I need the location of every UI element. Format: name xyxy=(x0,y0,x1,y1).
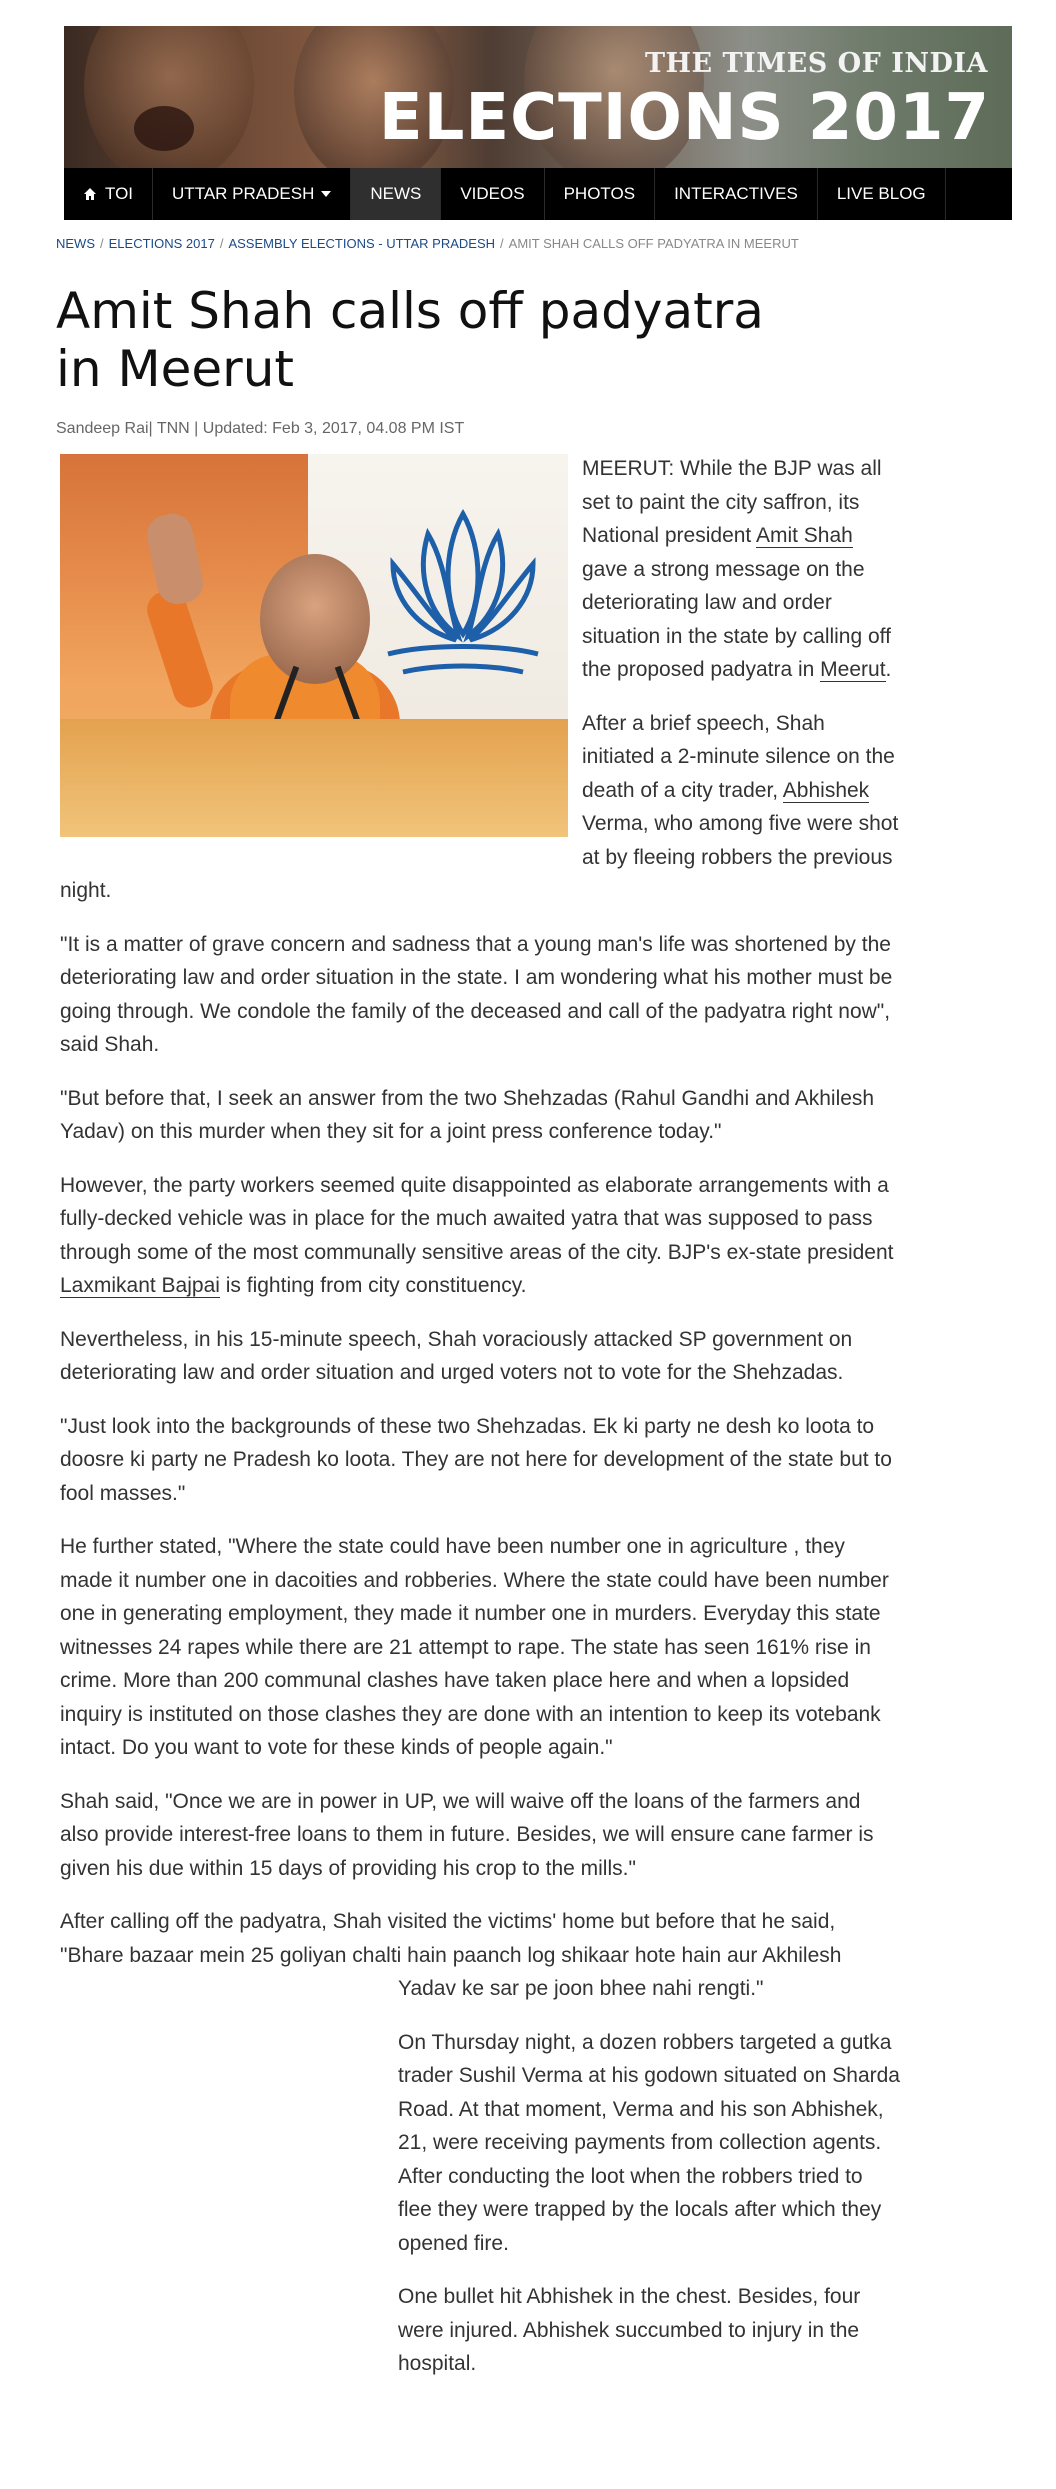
paragraph-text: After a brief speech, Shah initiated a 2-minute silence on the death of a city trader, xyxy=(582,711,895,802)
article-paragraph: On Thursday night, a dozen robbers targeted a gutka trader Sushil Verma at his godown situated on Sharda Road. At that moment, Verma and his son Abhishek, 21, were receiving payments from collection agents. After conducting the loot when the robbers tried to flee they were trapped by the locals after which they opened fire. xyxy=(398,2030,900,2255)
nav-item-uttar-pradesh[interactable] xyxy=(153,168,351,220)
nav-item-label: INTERACTIVES xyxy=(674,184,798,203)
article-paragraph xyxy=(60,1905,900,1972)
nav-item-label: UTTAR PRADESH xyxy=(172,184,315,203)
link-laxmikant-bajpai[interactable]: Laxmikant Bajpai xyxy=(60,1274,220,1297)
banner-brand: THE TIMES OF INDIA xyxy=(644,48,988,79)
breadcrumb-separator: / xyxy=(219,236,224,251)
nav-item-label: PHOTOS xyxy=(563,184,636,203)
nav-item-photos[interactable] xyxy=(545,168,655,220)
banner-face-detail xyxy=(134,106,194,151)
elections-banner[interactable] xyxy=(64,26,1012,168)
article-paragraph: Yadav ke sar pe joon bhee nahi rengti." xyxy=(398,1977,764,2000)
article-paragraph: "Just look into the backgrounds of these two Shehzadas. Ek ki party ne desh ko loota to doosre ki party ne Pradesh ko loota. They are not here for development of the state but to fool masses." xyxy=(60,1414,892,1505)
paragraph-text: . xyxy=(885,658,892,681)
paragraph-text: gave a strong message on the deteriorating law and order situation in the state by calling off the proposed padyatra in xyxy=(582,557,891,681)
paragraph-text: Verma, who among five were shot at by fleeing robbers the previous night. xyxy=(60,812,899,902)
breadcrumb-link-assembly[interactable]: ASSEMBLY ELECTIONS - UTTAR PRADESH xyxy=(228,236,496,251)
article-paragraph: "But before that, I seek an answer from the two Shehzadas (Rahul Gandhi and Akhilesh Yadav) on this murder when they sit for a joint press conference today." xyxy=(60,1086,875,1143)
article-paragraph xyxy=(60,1169,900,1303)
nav-item-label: VIDEOS xyxy=(460,184,525,203)
article-photo xyxy=(60,454,568,837)
article-body xyxy=(60,452,900,2401)
article-paragraph: One bullet hit Abhishek in the chest. Besides, four were injured. Abhishek succumbed to injury in the hospital. xyxy=(398,2285,861,2375)
breadcrumb-separator: / xyxy=(100,236,104,251)
photo-figure xyxy=(260,554,370,684)
nav-item-news[interactable] xyxy=(351,168,441,220)
photo-figure xyxy=(142,586,217,712)
photo-podium xyxy=(60,719,568,837)
nav-item-toi[interactable] xyxy=(64,168,153,220)
home-icon xyxy=(83,187,97,201)
article-paragraph: He further stated, "Where the state could have been number one in agriculture , they made it number one in dacoities and robberies. Where the state could have been number one in generating employment, they made it number one in murders. Everyday this state witnesses 24 rapes while there are 21 attempt to rape. The state has seen 161% rise in crime. More than 200 communal clashes have taken place here and when a lopsided inquiry is instituted on those clashes they are done with an intention to keep its votebank intact. Do you want to vote for these kinds of people again." xyxy=(60,1535,889,1759)
link-amit-shah[interactable]: Amit Shah xyxy=(755,524,853,547)
paragraph-text: After calling off the padyatra, Shah visited the victims' home but before that he said, "Bhare bazaar mein 25 goliyan chalti hain paanch log shikaar hote hain aur Akhilesh xyxy=(60,1910,842,1967)
byline: Sandeep Rai| TNN | Updated: Feb 3, 2017, 04.08 PM IST xyxy=(56,420,465,437)
link-meerut[interactable]: Meerut xyxy=(820,658,886,681)
banner-title: ELECTIONS 2017 xyxy=(378,81,990,155)
page-title: Amit Shah calls off padyatra in Meerut xyxy=(56,282,764,398)
breadcrumb-current: AMIT SHAH CALLS OFF PADYATRA IN MEERUT xyxy=(508,236,799,251)
link-abhishek[interactable]: Abhishek xyxy=(782,778,870,802)
nav-item-label: LIVE BLOG xyxy=(836,184,926,203)
nav-item-interactives[interactable] xyxy=(655,168,818,220)
paragraph-text: is fighting from city constituency. xyxy=(219,1274,527,1297)
nav-item-live-blog[interactable] xyxy=(818,168,946,220)
nav-item-label: TOI xyxy=(105,184,134,203)
article-paragraph: "It is a matter of grave concern and sadness that a young man's life was shortened by the deteriorating law and order situation in the state. I am wondering what his mother must be going through. We condole the family of the deceased and call of the padyatra right now", said Shah. xyxy=(60,932,893,1056)
photo-figure xyxy=(143,510,207,608)
breadcrumb-link-news[interactable]: NEWS xyxy=(56,236,95,251)
breadcrumb-link-elections[interactable]: ELECTIONS 2017 xyxy=(108,236,215,251)
breadcrumb xyxy=(56,236,799,251)
paragraph-text: However, the party workers seemed quite disappointed as elaborate arrangements with a fully-decked vehicle was in place for the much awaited yatra that was supposed to pass through some of the most communally sensitive areas of the city. BJP's ex-state president xyxy=(60,1173,894,1264)
nav-item-label: NEWS xyxy=(370,184,422,203)
article-paragraph: Nevertheless, in his 15-minute speech, Shah voraciously attacked SP government on deteriorating law and order situation and urged voters not to vote for the Shehzadas. xyxy=(60,1327,853,1384)
caret-down-icon xyxy=(321,191,331,197)
paragraph-text: MEERUT: While the BJP was all set to paint the city saffron, its National president xyxy=(582,457,882,547)
article-paragraph: Shah said, "Once we are in power in UP, we will waive off the loans of the farmers and also provide interest-free loans to them in future. Besides, we will ensure cane farmer is given his due within 15 days of providing his crop to the mills." xyxy=(60,1789,874,1880)
breadcrumb-separator: / xyxy=(500,236,504,251)
lotus-logo-icon xyxy=(368,494,558,694)
nav-item-videos[interactable] xyxy=(441,168,544,220)
main-nav xyxy=(64,168,1012,220)
